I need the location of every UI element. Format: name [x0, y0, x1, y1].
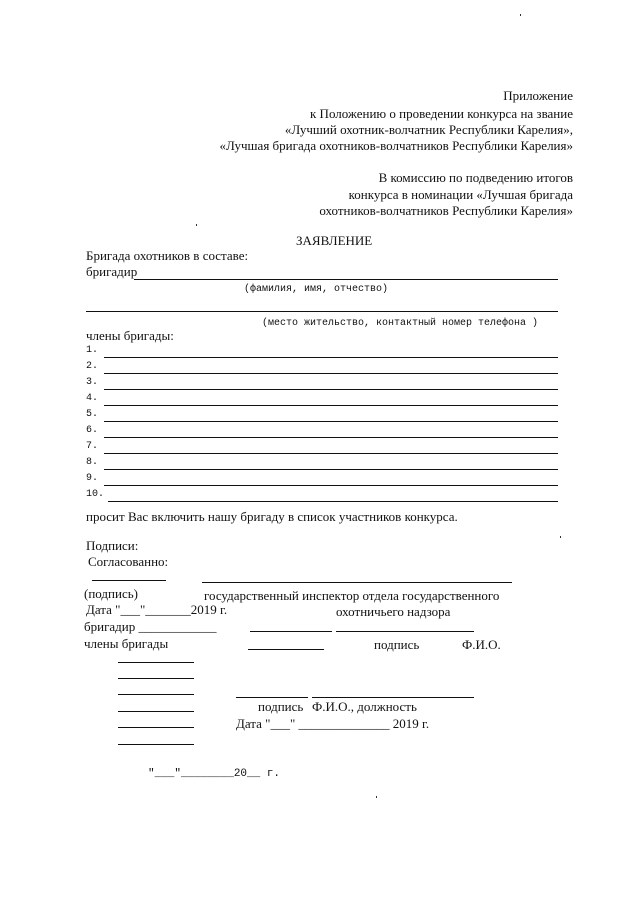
inspector-field[interactable]	[202, 582, 512, 583]
member-field-1[interactable]	[104, 357, 558, 358]
date-left: Дата "___"_______2019 г.	[86, 602, 228, 617]
fio-position: Ф.И.О., должность	[312, 699, 417, 714]
document-title: ЗАЯВЛЕНИЕ	[296, 233, 373, 248]
fio-hint: (фамилия, имя, отчество)	[244, 284, 389, 295]
member-signature-6[interactable]	[118, 744, 194, 745]
member-number-1: 1.	[86, 345, 99, 356]
member-field-10[interactable]	[108, 501, 558, 502]
member-number-5: 5.	[86, 409, 99, 420]
foreman-signature-field[interactable]	[92, 580, 166, 581]
member-signature-5[interactable]	[118, 727, 194, 728]
foreman-signature-label: бригадир ____________	[84, 619, 217, 634]
sign-word-2: подпись	[258, 699, 304, 714]
residence-hint: (место жительство, контактный номер телефона )	[262, 318, 539, 329]
member-field-7[interactable]	[104, 453, 558, 454]
member-signature-3[interactable]	[118, 694, 194, 695]
member-number-9: 9.	[86, 473, 99, 484]
member-field-2[interactable]	[104, 373, 558, 374]
member-number-10: 10.	[86, 489, 105, 500]
member-field-3[interactable]	[104, 389, 558, 390]
signature-hint: (подпись)	[84, 586, 138, 601]
member-field-8[interactable]	[104, 469, 558, 470]
addressee-line-3: охотников-волчатников Республики Карелия»	[319, 203, 573, 218]
member-number-6: 6.	[86, 425, 99, 436]
scan-speck	[520, 14, 521, 16]
inspector-signature-field[interactable]	[250, 631, 332, 632]
member-number-8: 8.	[86, 457, 99, 468]
sign-word: подпись	[374, 637, 420, 652]
member-signature-4[interactable]	[118, 711, 194, 712]
inspector-line-1: государственный инспектор отдела государственного	[204, 588, 500, 603]
member-number-7: 7.	[86, 441, 99, 452]
member-signature-2[interactable]	[118, 678, 194, 679]
inspector-sign-line[interactable]	[248, 649, 324, 650]
inspector-fio-field[interactable]	[336, 631, 474, 632]
second-sign-field[interactable]	[236, 697, 308, 698]
member-field-9[interactable]	[104, 485, 558, 486]
agreed-label: Согласованно:	[88, 554, 169, 569]
member-signature-1[interactable]	[118, 662, 194, 663]
scan-speck	[376, 796, 377, 798]
date-bottom: "___"________20__ г.	[148, 768, 281, 780]
member-number-2: 2.	[86, 361, 99, 372]
date-right: Дата "___" ______________ 2019 г.	[236, 716, 430, 731]
member-number-3: 3.	[86, 377, 99, 388]
scan-speck	[560, 536, 561, 538]
members-label: члены бригады:	[86, 328, 174, 343]
scan-speck	[196, 224, 197, 226]
appendix-line-2: к Положению о проведении конкурса на звание	[309, 106, 573, 121]
second-fio-field[interactable]	[312, 697, 474, 698]
appendix-label: Приложение	[503, 88, 573, 103]
signatures-heading: Подписи:	[86, 538, 139, 553]
member-number-4: 4.	[86, 393, 99, 404]
member-field-6[interactable]	[104, 437, 558, 438]
foreman-name-field[interactable]	[134, 279, 558, 280]
inspector-line-2: охотничьего надзора	[336, 604, 451, 619]
composition-label: Бригада охотников в составе:	[86, 248, 249, 263]
addressee-line-2: конкурса в номинации «Лучшая бригада	[348, 187, 573, 202]
member-field-4[interactable]	[104, 405, 558, 406]
appendix-line-3: «Лучший охотник-волчатник Республики Карелия»,	[284, 122, 573, 137]
member-field-5[interactable]	[104, 421, 558, 422]
appendix-line-4: «Лучшая бригада охотников-волчатников Республики Карелия»	[219, 138, 573, 153]
fio-word: Ф.И.О.	[462, 637, 501, 652]
residence-field[interactable]	[86, 311, 558, 312]
foreman-label: бригадир	[86, 264, 138, 279]
members-signature-label: члены бригады	[84, 636, 169, 651]
addressee-line-1: В комиссию по подведению итогов	[378, 170, 573, 185]
request-text: просит Вас включить нашу бригаду в список участников конкурса.	[86, 509, 458, 524]
